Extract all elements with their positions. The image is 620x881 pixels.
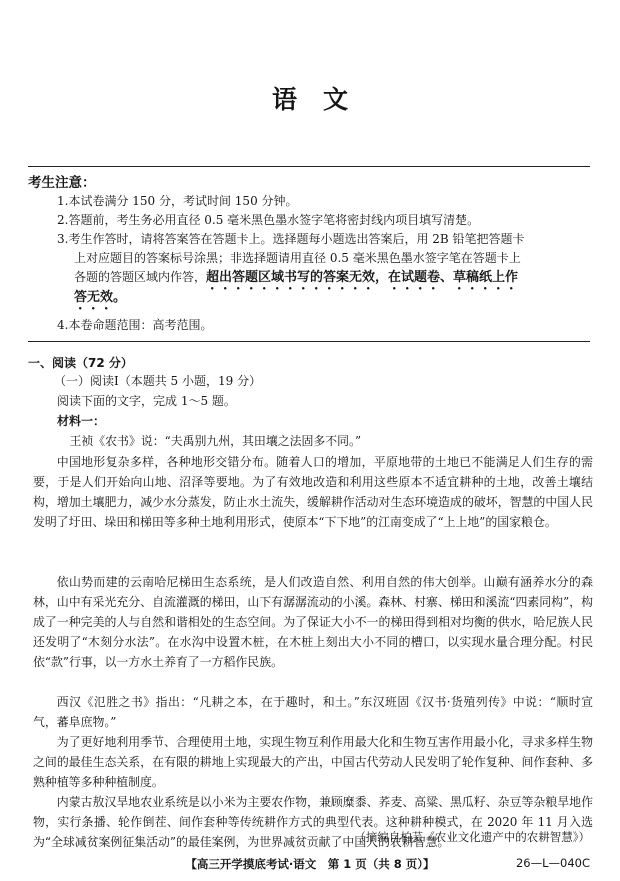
notice-item-3-cont-1: 上对应题目的答案标号涂黑；非选择题请用直径 0.5 毫米黑色墨水签字笔在答题卡上 [74, 251, 521, 265]
footer-page-info: 【高三开学摸底考试·语文 第 1 页（共 8 页）】 [185, 857, 435, 871]
notice-item-3-emphasis-end: 答无效。 [74, 290, 127, 305]
paragraph-5: 为了更好地利用季节、合理使用土地，实现生物互利作用最大化和生物互害作用最小化，寻求多样生物之间的最佳生态关系，在有限的耕地上实现最大的产出，中国古代劳动人民发明了轮作复种、间作套种、多熟种植等多种种植制度。 [33, 735, 593, 789]
notice-item-3: 3.考生作答时，请将答案答在答题卡上。选择题每小题选出答案后，用 2B 铅笔把答题卡 [57, 232, 525, 246]
notice-item-4: 4.本卷命题范围：高考范围。 [57, 318, 213, 332]
paragraph-1: 王祯《农书》说：“夫禹别九州，其田壤之法固多不同。” [69, 434, 362, 448]
source-citation: （摘编自柏芸《农业文化遗产中的农耕智慧》） [354, 830, 590, 844]
paragraph-6: 内蒙古敖汉旱地农业系统是以小米为主要农作物，兼顾糜黍、荞麦、高粱、黑瓜籽、杂豆等杂粮旱地作物，实行条播、轮作倒茬、间作套种等传统耕作方式的典型代表。这种耕种模式，在 2020 年 11 月入选为“全球减贫案例征集活动”的最佳案例，为世界减贫贡献了中国人的农耕智慧。 [33, 795, 593, 849]
material-label: 材料一： [57, 414, 106, 428]
header-rule-top [28, 166, 590, 167]
section-heading: 一、阅读（72 分） [28, 356, 133, 370]
footer-exam-code: 26—L—040C [515, 856, 590, 870]
paragraph-2: 中国地形复杂多样，各种地形交错分布。随着人口的增加，平原地带的土地已不能满足人们生存的需要，于是人们开始向山地、沼泽等要地。为了有效地改造和利用这些原本不适宜耕种的土地，改善土壤结构，增加土壤肥力，减少水分蒸发，防止水土流失，缓解耕作活动对生态环境造成的破坏，智慧的中国人民发明了圩田、垛田和梯田等多种土地利用形式，使原本“下下地”的江南变成了“上上地”的国家粮仓。 [33, 455, 593, 529]
notice-item-3-emphasis: 超出答题区域书写的答案无效，在试题卷、草稿纸上作 [206, 270, 519, 285]
subsection-heading: （一）阅读Ⅰ（本题共 5 小题，19 分） [54, 374, 262, 388]
notice-item-1: 1.本试卷满分 150 分，考试时间 150 分钟。 [57, 194, 298, 208]
notice-item-3-cont-2 [74, 270, 518, 293]
paragraph-4: 西汉《氾胜之书》指出：“凡耕之本，在于趣时，和土。”东汉班固《汉书·货殖列传》中说：“顺时宣气，蕃阜庶物。” [33, 695, 593, 729]
paragraph-3: 依山势而建的云南哈尼梯田生态系统，是人们改造自然、利用自然的伟大创举。山巅有涵养水分的森林，山中有采光充分、自流灌溉的梯田，山下有潺潺流动的小溪。森林、村寨、梯田和溪流“四素同构”，构成了一种完美的人与自然和谐相处的生态空间。为了保证大小不一的梯田得到相对均衡的供水，哈尼族人民还发明了“木刻分水法”。在水沟中设置木桩，在木桩上刻出大小不同的槽口，以实现水量合理分配。村民依“款”行事，以一方水土养育了一方稻作民族。 [33, 575, 593, 669]
notice-heading: 考生注意： [28, 175, 96, 191]
header-rule-bottom [28, 341, 590, 342]
notice-item-3-plain: 各题的答题区域内作答， [74, 270, 207, 284]
instruction-text: 阅读下面的文字，完成 1～5 题。 [57, 394, 236, 408]
page-title: 语文 [271, 85, 374, 114]
notice-item-2: 2.答题前，考生务必用直径 0.5 毫米黑色墨水签字笔将密封线内项目填写清楚。 [57, 213, 480, 227]
